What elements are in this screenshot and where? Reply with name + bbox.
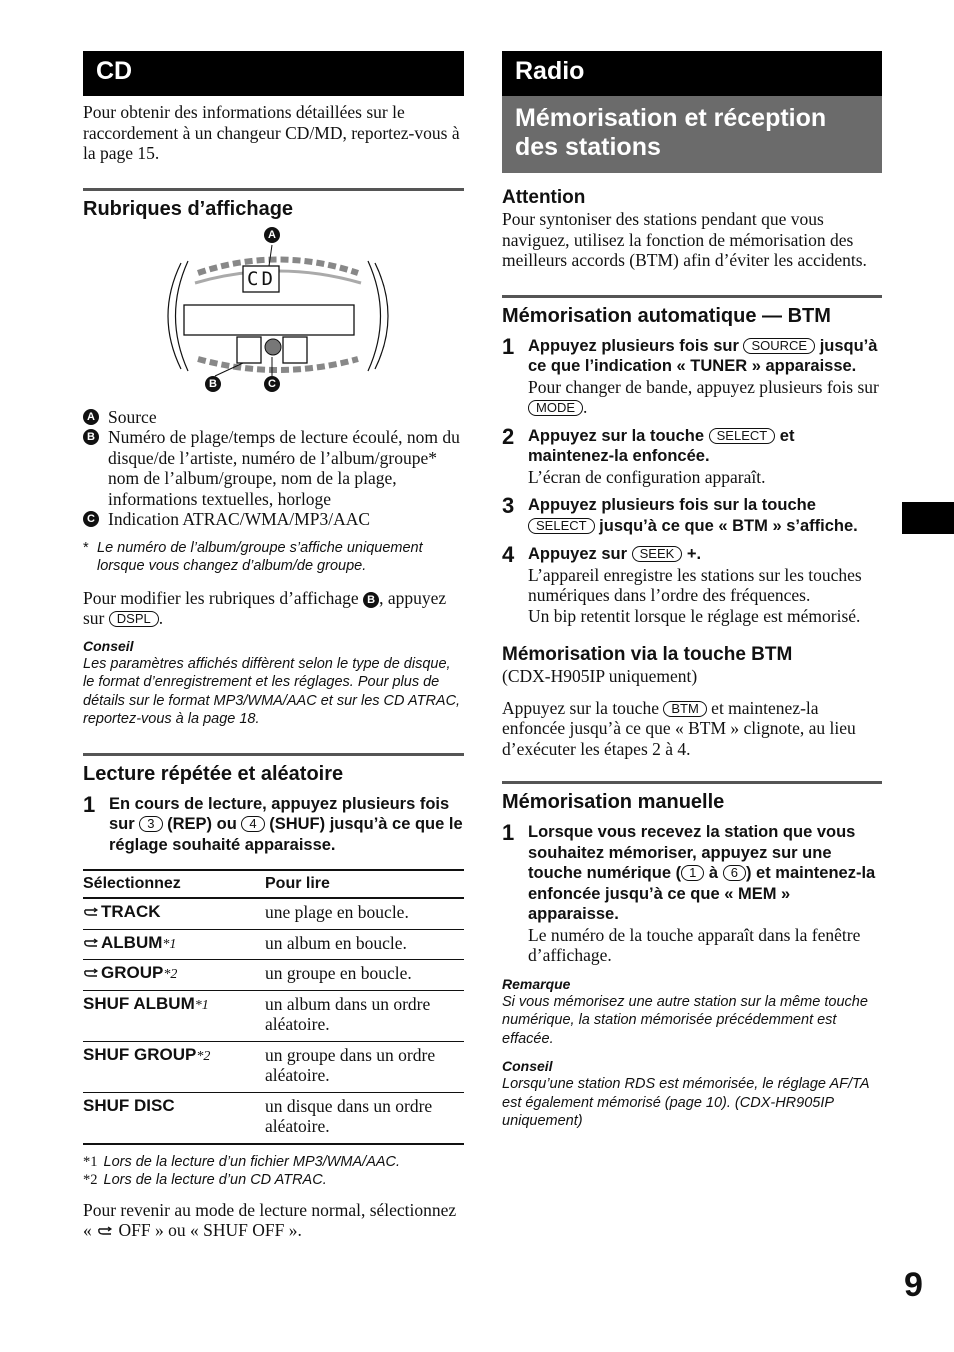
step-number: 1 <box>83 791 96 817</box>
legend-text-a: Source <box>108 406 157 427</box>
callout-c: C <box>264 376 280 392</box>
row-note: *1 <box>162 936 177 952</box>
repeat-table <box>83 869 464 1145</box>
btm-key-model: (CDX-H905IP uniquement) <box>502 666 698 686</box>
row-note: *2 <box>163 967 178 982</box>
remark-title: Remarque <box>502 975 571 992</box>
row-note: *1 <box>194 997 209 1013</box>
repeat-step-text <box>109 795 463 854</box>
s1-sub-a: Pour changer de bande, appuyez plusieurs fois sur <box>528 376 879 397</box>
btm-text-a: Appuyez sur la touche <box>502 697 659 718</box>
legend-item-track-info <box>83 427 464 509</box>
legend-badge-a: A <box>83 409 99 425</box>
step-detail: Le numéro de la touche apparaît dans la fenêtre d’affichage. <box>528 924 861 965</box>
footnote-mark: * <box>83 539 89 556</box>
table-row <box>83 898 464 929</box>
modify-text-2: , appuyez sur <box>83 587 447 628</box>
repeat-icon <box>96 1220 114 1240</box>
select-key: SELECT <box>528 518 595 534</box>
repeat-icon <box>83 963 101 983</box>
radio-section-title: Radio <box>502 51 882 96</box>
step-detail <box>528 377 882 418</box>
row-value: un groupe en boucle. <box>265 960 464 991</box>
table-note-text: Lors de la lecture d’un fichier MP3/WMA/AAC. <box>103 1153 401 1170</box>
btm-step-4 <box>502 544 882 626</box>
row-label: SHUF GROUP <box>83 1044 197 1064</box>
footnote-text: Le numéro de l’album/groupe s’affiche uniquement lorsque vous changez d’album/de groupe. <box>97 539 423 574</box>
table-row <box>83 929 464 960</box>
cd-intro: Pour obtenir des informations détaillées sur le raccordement à un changeur CD/MD, reportez-vous à la page 15. <box>83 102 460 163</box>
dspl-key: DSPL <box>109 611 159 627</box>
radio-tip-title: Conseil <box>502 1058 553 1074</box>
manual-heading: Mémorisation manuelle <box>502 791 725 813</box>
manual-text-b: ) et maintenez-la enfoncée jusqu’à ce que « MEM » apparaisse. <box>528 864 876 923</box>
row-label: SHUF DISC <box>83 1095 175 1115</box>
step-instruction <box>528 822 882 925</box>
step1-text-c: (SHUF) jusqu’à ce que le réglage souhaité apparaisse. <box>109 815 463 854</box>
step-number: 3 <box>502 493 515 518</box>
table-row <box>83 1041 464 1092</box>
legend-text-c: Indication ATRAC/WMA/MP3/AAC <box>108 509 371 529</box>
btm-key-heading: Mémorisation via la touche BTM <box>502 644 793 665</box>
step-instruction <box>528 426 882 467</box>
repeat-icon <box>83 933 101 953</box>
table-header-select: Sélectionnez <box>83 870 265 898</box>
row-value: un album dans un ordre aléatoire. <box>265 990 464 1041</box>
step-number: 1 <box>502 333 515 359</box>
display-heading: Rubriques d’affichage <box>83 197 294 220</box>
s1-text-b: jusqu’à ce que l’indication « TUNER » apparaisse. <box>528 336 878 375</box>
step-instruction <box>528 544 882 565</box>
return-text-1: Pour revenir au mode de lecture normal, sélectionnez « <box>83 1199 457 1240</box>
s3-text-a: Appuyez plusieurs fois sur la touche <box>528 496 816 514</box>
step-detail: L’écran de configuration apparaît. <box>528 466 766 487</box>
step-detail: Un bip retentit lorsque le réglage est mémorisé. <box>528 605 861 626</box>
row-value: un disque dans un ordre aléatoire. <box>265 1092 464 1144</box>
table-header-play: Pour lire <box>265 870 464 898</box>
table-row <box>83 960 464 991</box>
section-tab-marker <box>902 502 954 534</box>
s2-text-b: et maintenez-la enfoncée. <box>528 426 795 465</box>
seek-key: SEEK <box>632 546 683 562</box>
legend-badge-c: C <box>83 511 99 527</box>
step1-text-b: (REP) ou <box>167 815 237 833</box>
lcd-source-text: CD <box>247 267 276 290</box>
key-6: 6 <box>723 865 746 881</box>
btm-text-b: et maintenez-la enfoncée jusqu’à ce que « BTM » clignote, au lieu d’exécuter les étapes 2 à 4. <box>502 697 856 759</box>
repeat-step-1 <box>83 791 464 856</box>
table-note-mark: *1 <box>83 1153 98 1170</box>
key-3: 3 <box>139 816 162 832</box>
return-text-2: OFF » ou « SHUF OFF ». <box>118 1220 302 1240</box>
left-column <box>83 51 464 1241</box>
manual-text-a: Lorsque vous recevez la station que vous souhaitez mémoriser, appuyez sur une touche numérique ( <box>528 823 856 882</box>
callout-b: B <box>205 376 221 392</box>
manual-step-1 <box>502 822 882 966</box>
right-column <box>502 51 882 1131</box>
display-footnote <box>83 539 464 576</box>
step-number: 4 <box>502 542 515 567</box>
key-1: 1 <box>681 865 704 881</box>
display-legend <box>83 407 464 530</box>
modify-text-1: Pour modifier les rubriques d’affichage <box>83 587 359 608</box>
modify-display-text <box>83 588 464 629</box>
step-instruction <box>528 495 882 536</box>
btm-heading-rule <box>502 295 882 328</box>
table-row <box>83 1092 464 1144</box>
source-key: SOURCE <box>743 338 815 354</box>
step-detail: L’appareil enregistre les stations sur les touches numériques dans l’ordre des fréquences. <box>528 564 862 605</box>
select-key: SELECT <box>709 428 776 444</box>
page-number: 9 <box>904 1266 923 1304</box>
btm-heading: Mémorisation automatique — BTM <box>502 304 831 327</box>
s1-sub-b: . <box>583 397 588 417</box>
return-normal-text <box>83 1200 464 1241</box>
attention-text: Pour syntoniser des stations pendant que vous naviguez, utilisez la fonction de mémorisation des meilleurs accords (BTM) afin d’éviter les accidents. <box>502 209 867 270</box>
cd-section-title: CD <box>83 51 464 96</box>
manual-text-mid: à <box>708 864 719 882</box>
display-panel-illustration <box>83 221 464 399</box>
step-number: 2 <box>502 423 515 449</box>
legend-badge-b: B <box>83 429 99 445</box>
cd-tip-title: Conseil <box>83 637 134 654</box>
btm-step-3 <box>502 495 882 536</box>
modify-end: . <box>158 608 164 628</box>
mode-key: MODE <box>528 400 583 416</box>
row-value: un album en boucle. <box>265 929 464 960</box>
legend-item-format <box>83 509 464 530</box>
table-row <box>83 990 464 1041</box>
table-header-row <box>83 870 464 898</box>
row-value: un groupe dans un ordre aléatoire. <box>265 1041 464 1092</box>
table-note <box>83 1153 464 1172</box>
step1-text-a: En cours de lecture, appuyez plusieurs fois sur <box>109 794 450 833</box>
modify-badge-b: B <box>363 592 379 608</box>
radio-tip-text: Lorsqu’une station RDS est mémorisée, le réglage AF/TA est également mémorisé (page 10). (CDX-HR905IP uniquement) <box>502 1076 869 1129</box>
s1-text-a: Appuyez plusieurs fois sur <box>528 336 739 355</box>
row-value: une plage en boucle. <box>265 898 464 929</box>
repeat-heading: Lecture répétée et aléatoire <box>83 762 344 785</box>
legend-item-source <box>83 407 464 428</box>
btm-key-text <box>502 698 882 760</box>
table-notes <box>83 1153 464 1190</box>
step-number: 1 <box>502 820 515 845</box>
manual-heading-rule <box>502 781 882 814</box>
display-diagram <box>83 221 464 399</box>
table-note-mark: *2 <box>83 1172 98 1188</box>
legend-text-b: Numéro de plage/temps de lecture écoulé, nom du disque/de l’artiste, numéro de l’album/groupe* nom de l’album/groupe, nom de la plage, informations textuelles, horloge <box>108 427 460 509</box>
row-label: GROUP <box>101 963 164 982</box>
callout-a: A <box>264 227 280 243</box>
row-label: SHUF ALBUM <box>83 993 195 1013</box>
remark-text: Si vous mémorisez une autre station sur la même touche numérique, la station mémorisée précédemment est effacée. <box>502 993 868 1047</box>
table-note <box>83 1171 464 1190</box>
btm-step-1 <box>502 333 882 418</box>
repeat-heading-rule <box>83 753 464 786</box>
btm-key: BTM <box>663 701 706 717</box>
btm-step-2 <box>502 423 882 488</box>
storing-stations-title: Mémorisation et réception des stations <box>502 96 882 173</box>
s4-text-a: Appuyez sur <box>528 545 628 563</box>
row-note: *2 <box>196 1048 211 1064</box>
repeat-icon <box>83 902 101 922</box>
step-instruction <box>528 336 882 377</box>
s3-text-b: jusqu’à ce que « BTM » s’affiche. <box>599 516 858 535</box>
key-4: 4 <box>241 816 264 832</box>
display-heading-rule <box>83 188 464 221</box>
s4-text-b: +. <box>686 545 702 563</box>
attention-title: Attention <box>502 187 586 208</box>
row-label: ALBUM <box>101 932 163 952</box>
cd-tip-text: Les paramètres affichés diffèrent selon le type de disque, le format d’enregistrement et les réglages. Pour plus de détails sur le format MP3/WMA/AAC et sur les CD ATRAC, reportez-vous à la page 18. <box>83 655 461 727</box>
table-note-text: Lors de la lecture d’un CD ATRAC. <box>103 1172 327 1188</box>
s2-text-a: Appuyez sur la touche <box>528 426 705 445</box>
row-label: TRACK <box>101 902 161 921</box>
